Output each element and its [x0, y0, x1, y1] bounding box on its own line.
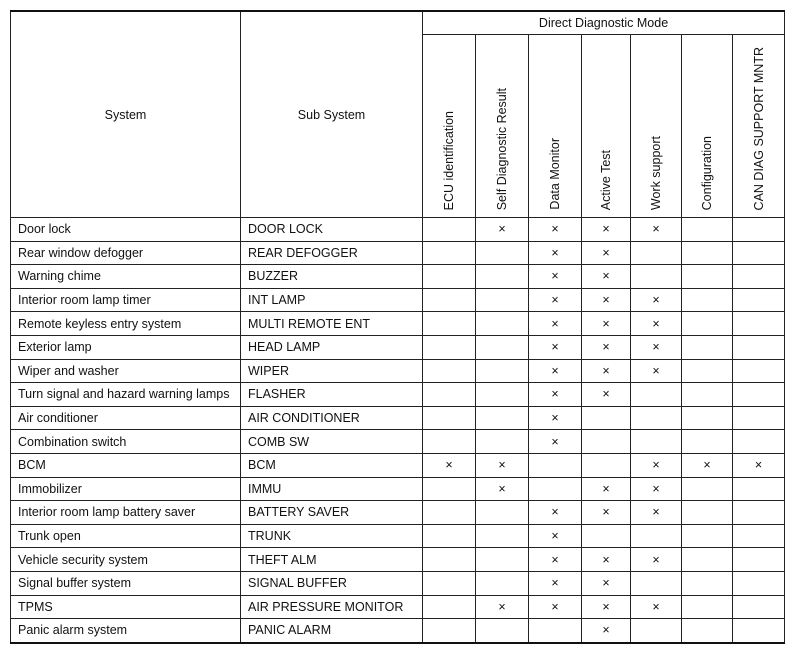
sub-system-cell: BUZZER [241, 265, 423, 289]
system-cell: Trunk open [11, 524, 241, 548]
supported-mark: × [529, 312, 582, 336]
empty-cell [423, 241, 476, 265]
supported-mark: × [476, 595, 529, 619]
supported-mark: × [582, 359, 631, 383]
empty-cell [631, 619, 682, 643]
table-row [11, 288, 785, 312]
supported-mark: × [529, 288, 582, 312]
table-row [11, 501, 785, 525]
sub-system-cell: PANIC ALARM [241, 619, 423, 643]
table-row [11, 359, 785, 383]
empty-cell [423, 359, 476, 383]
table-row [11, 406, 785, 430]
empty-cell [423, 335, 476, 359]
empty-cell [682, 312, 733, 336]
empty-cell [682, 595, 733, 619]
supported-mark: × [529, 501, 582, 525]
empty-cell [682, 430, 733, 454]
empty-cell [631, 430, 682, 454]
empty-cell [682, 241, 733, 265]
supported-mark: × [476, 218, 529, 242]
supported-mark: × [423, 453, 476, 477]
table-row [11, 335, 785, 359]
empty-cell [682, 548, 733, 572]
empty-cell [423, 406, 476, 430]
sub-system-cell: WIPER [241, 359, 423, 383]
empty-cell [682, 619, 733, 643]
system-cell: Interior room lamp battery saver [11, 501, 241, 525]
empty-cell [423, 548, 476, 572]
supported-mark: × [682, 453, 733, 477]
sub-system-column-header: Sub System [241, 11, 423, 218]
supported-mark: × [529, 406, 582, 430]
table-row [11, 241, 785, 265]
empty-cell [476, 619, 529, 643]
supported-mark: × [582, 218, 631, 242]
empty-cell [631, 524, 682, 548]
system-cell: Interior room lamp timer [11, 288, 241, 312]
supported-mark: × [529, 383, 582, 407]
supported-mark: × [733, 453, 785, 477]
empty-cell [582, 453, 631, 477]
empty-cell [423, 265, 476, 289]
supported-mark: × [529, 524, 582, 548]
empty-cell [423, 312, 476, 336]
sub-system-cell: SIGNAL BUFFER [241, 571, 423, 595]
table-row [11, 430, 785, 454]
supported-mark: × [582, 619, 631, 643]
empty-cell [733, 383, 785, 407]
system-cell: Warning chime [11, 265, 241, 289]
system-cell: Remote keyless entry system [11, 312, 241, 336]
supported-mark: × [582, 241, 631, 265]
supported-mark: × [631, 548, 682, 572]
sub-system-cell: THEFT ALM [241, 548, 423, 572]
sub-system-cell: AIR PRESSURE MONITOR [241, 595, 423, 619]
supported-mark: × [631, 288, 682, 312]
sub-system-cell: FLASHER [241, 383, 423, 407]
empty-cell [582, 524, 631, 548]
empty-cell [423, 619, 476, 643]
supported-mark: × [631, 453, 682, 477]
mode-header-active-test: Active Test [582, 35, 631, 218]
empty-cell [631, 241, 682, 265]
system-cell: Rear window defogger [11, 241, 241, 265]
empty-cell [476, 430, 529, 454]
mode-header-ecu-identification: ECU identification [423, 35, 476, 218]
sub-system-cell: HEAD LAMP [241, 335, 423, 359]
table-row [11, 312, 785, 336]
sub-system-cell: REAR DEFOGGER [241, 241, 423, 265]
direct-diagnostic-mode-header: Direct Diagnostic Mode [423, 11, 785, 35]
supported-mark: × [529, 265, 582, 289]
table-body [11, 218, 785, 643]
empty-cell [733, 619, 785, 643]
table-row [11, 383, 785, 407]
empty-cell [733, 218, 785, 242]
mode-header-data-monitor: Data Monitor [529, 35, 582, 218]
empty-cell [631, 406, 682, 430]
empty-cell [733, 548, 785, 572]
empty-cell [423, 288, 476, 312]
system-cell: Door lock [11, 218, 241, 242]
table-row [11, 619, 785, 643]
system-cell: Combination switch [11, 430, 241, 454]
empty-cell [733, 359, 785, 383]
empty-cell [733, 571, 785, 595]
supported-mark: × [529, 571, 582, 595]
supported-mark: × [582, 335, 631, 359]
empty-cell [733, 288, 785, 312]
empty-cell [529, 619, 582, 643]
supported-mark: × [582, 288, 631, 312]
table-row [11, 571, 785, 595]
empty-cell [582, 406, 631, 430]
empty-cell [476, 241, 529, 265]
supported-mark: × [529, 595, 582, 619]
empty-cell [682, 406, 733, 430]
empty-cell [476, 383, 529, 407]
empty-cell [476, 548, 529, 572]
empty-cell [733, 265, 785, 289]
table-row [11, 477, 785, 501]
table-row [11, 524, 785, 548]
supported-mark: × [529, 218, 582, 242]
supported-mark: × [631, 335, 682, 359]
empty-cell [423, 501, 476, 525]
empty-cell [529, 477, 582, 501]
empty-cell [733, 501, 785, 525]
empty-cell [476, 501, 529, 525]
empty-cell [682, 335, 733, 359]
empty-cell [733, 335, 785, 359]
empty-cell [733, 312, 785, 336]
empty-cell [682, 501, 733, 525]
supported-mark: × [582, 265, 631, 289]
empty-cell [423, 218, 476, 242]
supported-mark: × [631, 218, 682, 242]
system-cell: Immobilizer [11, 477, 241, 501]
table-row [11, 453, 785, 477]
empty-cell [733, 430, 785, 454]
empty-cell [476, 359, 529, 383]
empty-cell [682, 218, 733, 242]
empty-cell [733, 524, 785, 548]
table-row [11, 265, 785, 289]
empty-cell [682, 359, 733, 383]
supported-mark: × [529, 359, 582, 383]
sub-system-cell: IMMU [241, 477, 423, 501]
empty-cell [733, 241, 785, 265]
supported-mark: × [582, 383, 631, 407]
sub-system-cell: TRUNK [241, 524, 423, 548]
system-cell: Exterior lamp [11, 335, 241, 359]
sub-system-cell: DOOR LOCK [241, 218, 423, 242]
empty-cell [476, 312, 529, 336]
empty-cell [733, 477, 785, 501]
supported-mark: × [582, 501, 631, 525]
supported-mark: × [476, 453, 529, 477]
mode-header-configuration: Configuration [682, 35, 733, 218]
system-cell: Signal buffer system [11, 571, 241, 595]
supported-mark: × [631, 477, 682, 501]
supported-mark: × [631, 595, 682, 619]
diagnostic-mode-table [10, 10, 785, 644]
empty-cell [733, 406, 785, 430]
sub-system-cell: BCM [241, 453, 423, 477]
empty-cell [476, 524, 529, 548]
empty-cell [476, 571, 529, 595]
supported-mark: × [582, 548, 631, 572]
supported-mark: × [631, 312, 682, 336]
system-cell: Wiper and washer [11, 359, 241, 383]
system-cell: Panic alarm system [11, 619, 241, 643]
sub-system-cell: AIR CONDITIONER [241, 406, 423, 430]
empty-cell [733, 595, 785, 619]
mode-header-work-support: Work support [631, 35, 682, 218]
empty-cell [631, 265, 682, 289]
supported-mark: × [529, 241, 582, 265]
supported-mark: × [582, 312, 631, 336]
empty-cell [423, 383, 476, 407]
mode-header-can-diag-support-mntr: CAN DIAG SUPPORT MNTR [733, 35, 785, 218]
system-cell: Turn signal and hazard warning lamps [11, 383, 241, 407]
supported-mark: × [529, 430, 582, 454]
empty-cell [476, 265, 529, 289]
sub-system-cell: MULTI REMOTE ENT [241, 312, 423, 336]
system-column-header: System [11, 11, 241, 218]
empty-cell [682, 383, 733, 407]
empty-cell [423, 477, 476, 501]
supported-mark: × [529, 548, 582, 572]
supported-mark: × [582, 477, 631, 501]
supported-mark: × [631, 501, 682, 525]
empty-cell [476, 406, 529, 430]
supported-mark: × [476, 477, 529, 501]
empty-cell [682, 288, 733, 312]
mode-header-self-diagnostic-result: Self Diagnostic Result [476, 35, 529, 218]
empty-cell [631, 383, 682, 407]
empty-cell [682, 477, 733, 501]
empty-cell [476, 335, 529, 359]
sub-system-cell: BATTERY SAVER [241, 501, 423, 525]
empty-cell [631, 571, 682, 595]
supported-mark: × [529, 335, 582, 359]
empty-cell [423, 571, 476, 595]
empty-cell [682, 265, 733, 289]
empty-cell [423, 430, 476, 454]
empty-cell [476, 288, 529, 312]
empty-cell [423, 524, 476, 548]
table-row [11, 595, 785, 619]
empty-cell [582, 430, 631, 454]
empty-cell [529, 453, 582, 477]
supported-mark: × [582, 595, 631, 619]
system-cell: TPMS [11, 595, 241, 619]
supported-mark: × [582, 571, 631, 595]
system-cell: BCM [11, 453, 241, 477]
empty-cell [682, 571, 733, 595]
sub-system-cell: COMB SW [241, 430, 423, 454]
supported-mark: × [631, 359, 682, 383]
empty-cell [423, 595, 476, 619]
table-row [11, 218, 785, 242]
system-cell: Vehicle security system [11, 548, 241, 572]
sub-system-cell: INT LAMP [241, 288, 423, 312]
system-cell: Air conditioner [11, 406, 241, 430]
empty-cell [682, 524, 733, 548]
table-row [11, 548, 785, 572]
